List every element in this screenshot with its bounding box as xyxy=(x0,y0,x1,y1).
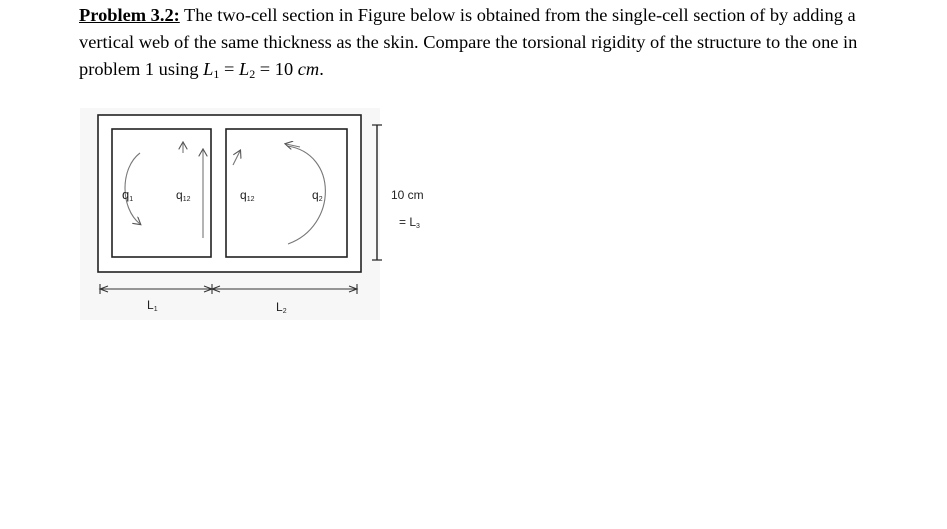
problem-math: $L_1 = L_2 = 10$ cm. xyxy=(203,59,324,81)
height-label: 10 cm xyxy=(391,188,424,202)
two-cell-section-figure xyxy=(80,108,460,323)
q2-label: q2 xyxy=(312,188,323,203)
problem-statement xyxy=(79,2,879,83)
l2-label: L2 xyxy=(276,300,287,315)
problem-heading: Problem 3.2: xyxy=(79,5,180,25)
q12-right-label: q12 xyxy=(240,188,255,203)
l1-label: L1 xyxy=(147,298,158,313)
q12-left-label: q12 xyxy=(176,188,191,203)
l3-label: = L3 xyxy=(399,215,420,230)
q1-label: q1 xyxy=(122,187,134,203)
problem-text: The two-cell section in Figure below is obtained from the single-cell section of by adding a vertical web of the same thickness as the skin. Compare the torsional rigidity of the structure to the one in problem 1 using xyxy=(79,5,858,79)
